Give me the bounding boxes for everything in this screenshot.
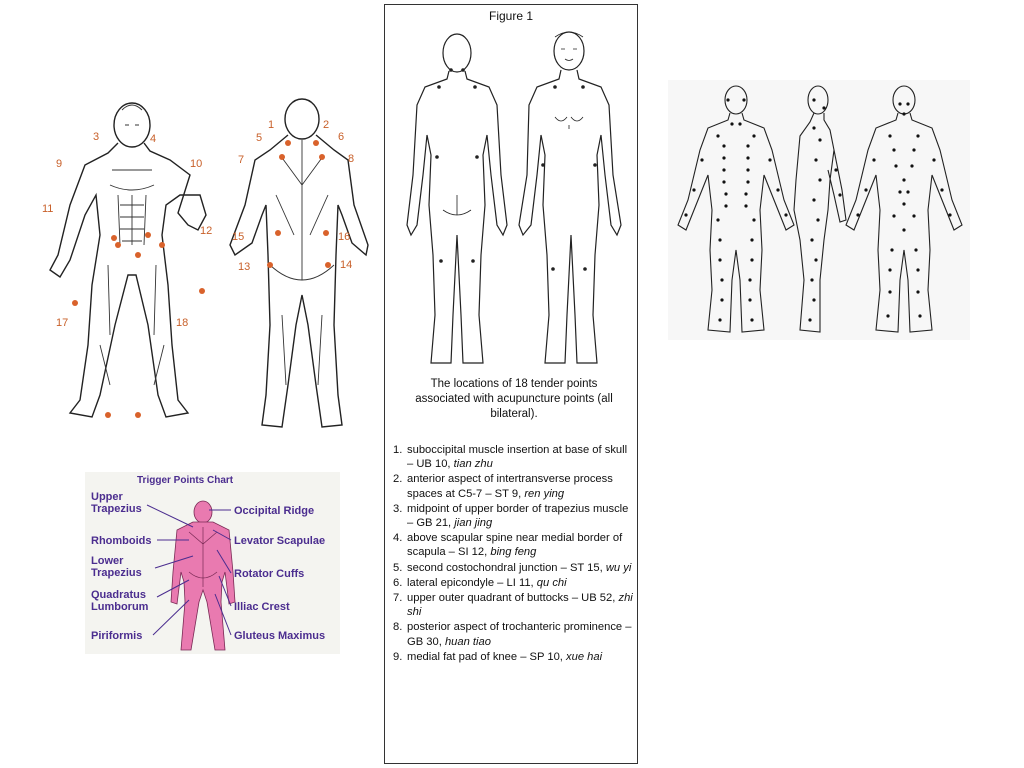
list-item: 1. suboccipital muscle insertion at base of skull – UB 10, tian zhu bbox=[393, 444, 628, 471]
list-item: 2. anterior aspect of intertransverse process spaces at C5-7 – ST 9, ren ying bbox=[393, 473, 613, 500]
acupuncture-point-dot bbox=[812, 126, 815, 129]
acupuncture-point-dot bbox=[722, 144, 725, 147]
acupuncture-point-dot bbox=[700, 158, 703, 161]
label-occipital-ridge: Occipital Ridge bbox=[234, 505, 315, 517]
acupuncture-map-svg bbox=[668, 80, 970, 340]
acupuncture-point-dot bbox=[886, 314, 889, 317]
acupuncture-point-dot bbox=[916, 268, 919, 271]
label-rhomboids: Rhomboids bbox=[91, 535, 152, 547]
tender-point-marker bbox=[145, 232, 151, 238]
acupuncture-point-dot bbox=[902, 202, 905, 205]
acupuncture-point-dot bbox=[768, 158, 771, 161]
tp-label-18: 18 bbox=[176, 317, 189, 329]
acupuncture-point-dot bbox=[902, 178, 905, 181]
acupuncture-point-dot bbox=[822, 106, 825, 109]
acupuncture-point-dot bbox=[894, 164, 897, 167]
label-rotator-cuffs: Rotator Cuffs bbox=[234, 568, 305, 580]
tender-point-marker bbox=[105, 412, 111, 418]
acupuncture-point-dot bbox=[898, 190, 901, 193]
acupuncture-point-dot bbox=[750, 238, 753, 241]
acupuncture-point-dot bbox=[898, 102, 901, 105]
acupuncture-point-dot bbox=[746, 168, 749, 171]
acupuncture-point-dot bbox=[750, 318, 753, 321]
list-item: 5. second costochondral junction – ST 15, wu yi bbox=[393, 561, 632, 574]
acupuncture-point-dot bbox=[916, 290, 919, 293]
tender-point-marker bbox=[115, 242, 121, 248]
acupuncture-point-dot bbox=[906, 102, 909, 105]
acupuncture-point-dot bbox=[748, 298, 751, 301]
tender-point-marker bbox=[135, 412, 141, 418]
list-item: 3. midpoint of upper border of trapezius muscle – GB 21, jian jing bbox=[393, 502, 629, 530]
figure-1-body-outlines bbox=[395, 25, 627, 370]
acupuncture-point-dot bbox=[716, 134, 719, 137]
acupuncture-point-dot bbox=[810, 278, 813, 281]
back-body-outline bbox=[407, 34, 507, 363]
pink-body-figure bbox=[171, 501, 235, 650]
acupuncture-point-dot bbox=[912, 148, 915, 151]
tender-point-marker bbox=[199, 288, 205, 294]
acupuncture-point-dot bbox=[902, 228, 905, 231]
label-quadratus-lumborum: Quadratus Lumborum bbox=[91, 589, 149, 613]
acupuncture-point-dot bbox=[906, 190, 909, 193]
acupuncture-point-dot bbox=[738, 122, 741, 125]
figure-1-panel bbox=[384, 4, 638, 764]
label-piriformis: Piriformis bbox=[91, 630, 143, 642]
label-lower-trapezius: Lower Trapezius bbox=[91, 555, 142, 579]
acupuncture-point-dot bbox=[914, 248, 917, 251]
acupuncture-point-dot bbox=[718, 238, 721, 241]
acupuncture-point-dot bbox=[912, 214, 915, 217]
acupuncture-point-dot bbox=[888, 268, 891, 271]
tp-label-3: 3 bbox=[93, 131, 100, 143]
tp-label-8: 8 bbox=[348, 153, 355, 165]
acupuncture-point-dot bbox=[892, 148, 895, 151]
tender-point-marker bbox=[267, 262, 273, 268]
acupuncture-point-dot bbox=[916, 134, 919, 137]
acupuncture-point-dot bbox=[720, 298, 723, 301]
acupuncture-point-dot bbox=[812, 198, 815, 201]
front-muscle-figure bbox=[50, 103, 206, 417]
acupuncture-point-dot bbox=[814, 258, 817, 261]
list-item: 4. above scapular spine near medial border of scapula – SI 12, bing feng bbox=[393, 532, 623, 559]
front-body-outline bbox=[519, 32, 621, 363]
tender-point-marker bbox=[319, 154, 325, 160]
acu-back-figure bbox=[678, 86, 794, 332]
tp-label-4: 4 bbox=[150, 133, 157, 145]
acupuncture-point-dot bbox=[872, 158, 875, 161]
acupuncture-point-dot bbox=[818, 178, 821, 181]
acupuncture-point-dot bbox=[818, 138, 821, 141]
figure-title: Figure 1 bbox=[488, 9, 534, 23]
acupuncture-point-dot bbox=[722, 168, 725, 171]
trigger-points-chart bbox=[85, 472, 340, 654]
label-gluteus-maximus: Gluteus Maximus bbox=[234, 630, 326, 642]
acupuncture-point-dot bbox=[752, 218, 755, 221]
trigger-chart-title: Trigger Points Chart bbox=[137, 475, 234, 486]
acupuncture-point-dot bbox=[776, 188, 779, 191]
acupuncture-point-dot bbox=[742, 98, 745, 101]
acupuncture-point-map bbox=[668, 80, 970, 340]
acupuncture-point-dot bbox=[722, 180, 725, 183]
acupuncture-point-dot bbox=[838, 193, 841, 196]
tp-label-5: 5 bbox=[256, 132, 263, 144]
trigger-chart-svg bbox=[85, 472, 340, 654]
acupuncture-point-dot bbox=[744, 204, 747, 207]
tp-label-16: 16 bbox=[338, 231, 351, 243]
tp-label-12: 12 bbox=[200, 225, 213, 237]
tender-point-marker bbox=[325, 262, 331, 268]
tp-label-9: 9 bbox=[56, 158, 63, 170]
acupuncture-point-dot bbox=[918, 314, 921, 317]
tender-point-marker bbox=[111, 235, 117, 241]
acupuncture-point-dot bbox=[720, 278, 723, 281]
acupuncture-point-dot bbox=[748, 278, 751, 281]
list-item: 6. lateral epicondyle – LI 11, qu chi bbox=[393, 576, 567, 589]
acupuncture-point-dot bbox=[940, 188, 943, 191]
tp-label-10: 10 bbox=[190, 158, 203, 170]
acupuncture-point-dot bbox=[724, 192, 727, 195]
acupuncture-point-dot bbox=[812, 98, 815, 101]
tender-point-marker bbox=[72, 300, 78, 306]
acupuncture-point-dot bbox=[888, 290, 891, 293]
tp-label-2: 2 bbox=[323, 119, 330, 131]
tender-point-marker bbox=[275, 230, 281, 236]
acupuncture-points bbox=[684, 98, 951, 321]
acupuncture-point-dot bbox=[932, 158, 935, 161]
tender-point-labels bbox=[42, 119, 354, 329]
acupuncture-point-dot bbox=[722, 156, 725, 159]
acupuncture-point-dot bbox=[864, 188, 867, 191]
list-item: 7. upper outer quadrant of buttocks – UB 52, zhi shi bbox=[393, 592, 633, 619]
acupuncture-point-dot bbox=[752, 134, 755, 137]
muscle-tender-points-figure bbox=[30, 95, 370, 435]
acupuncture-point-dot bbox=[856, 213, 859, 216]
figure-caption: The locations of 18 tender points associated with acupuncture points (all bilateral). bbox=[415, 378, 613, 420]
list-item: 8. posterior aspect of trochanteric prominence – GB 30, huan tiao bbox=[393, 621, 632, 648]
tp-label-13: 13 bbox=[238, 261, 251, 273]
tender-point-marker bbox=[323, 230, 329, 236]
tp-label-17: 17 bbox=[56, 317, 69, 329]
tender-point-marker bbox=[135, 252, 141, 258]
tender-point-marker bbox=[285, 140, 291, 146]
tp-label-14: 14 bbox=[340, 259, 353, 271]
acupuncture-point-dot bbox=[726, 98, 729, 101]
acu-side-figure bbox=[794, 86, 846, 332]
label-upper-trapezius: Upper Trapezius bbox=[91, 491, 142, 515]
acupuncture-point-dot bbox=[834, 168, 837, 171]
tp-label-7: 7 bbox=[238, 154, 245, 166]
tp-label-1: 1 bbox=[268, 119, 275, 131]
acupuncture-point-dot bbox=[746, 156, 749, 159]
acu-front-figure bbox=[846, 86, 962, 332]
acupuncture-point-dot bbox=[750, 258, 753, 261]
acupuncture-point-dot bbox=[890, 248, 893, 251]
tp-label-11: 11 bbox=[42, 203, 54, 215]
muscle-figures-svg bbox=[30, 95, 370, 435]
tp-label-6: 6 bbox=[338, 131, 345, 143]
acupuncture-point-dot bbox=[746, 144, 749, 147]
acupuncture-point-dot bbox=[730, 122, 733, 125]
tender-point-marker bbox=[313, 140, 319, 146]
tender-point-marker bbox=[279, 154, 285, 160]
acupuncture-point-dot bbox=[810, 238, 813, 241]
acupuncture-point-dot bbox=[716, 218, 719, 221]
label-illiac-crest: Illiac Crest bbox=[234, 601, 290, 613]
tp-label-15: 15 bbox=[232, 231, 245, 243]
acupuncture-point-dot bbox=[718, 258, 721, 261]
tender-point-list bbox=[393, 443, 635, 665]
acupuncture-point-dot bbox=[746, 180, 749, 183]
acupuncture-point-dot bbox=[888, 134, 891, 137]
acupuncture-point-dot bbox=[684, 213, 687, 216]
acupuncture-point-dot bbox=[948, 213, 951, 216]
acupuncture-point-dot bbox=[902, 112, 905, 115]
list-item: 9. medial fat pad of knee – SP 10, xue hai bbox=[393, 650, 603, 663]
acupuncture-point-dot bbox=[744, 192, 747, 195]
acupuncture-point-dot bbox=[808, 318, 811, 321]
acupuncture-point-dot bbox=[724, 204, 727, 207]
acupuncture-point-dot bbox=[812, 298, 815, 301]
acupuncture-point-dot bbox=[692, 188, 695, 191]
acupuncture-point-dot bbox=[814, 158, 817, 161]
tender-point-marker bbox=[159, 242, 165, 248]
acupuncture-point-dot bbox=[892, 214, 895, 217]
acupuncture-point-dot bbox=[816, 218, 819, 221]
label-levator-scapulae: Levator Scapulae bbox=[234, 535, 326, 547]
acupuncture-point-dot bbox=[784, 213, 787, 216]
acupuncture-point-dot bbox=[910, 164, 913, 167]
acupuncture-point-dot bbox=[718, 318, 721, 321]
